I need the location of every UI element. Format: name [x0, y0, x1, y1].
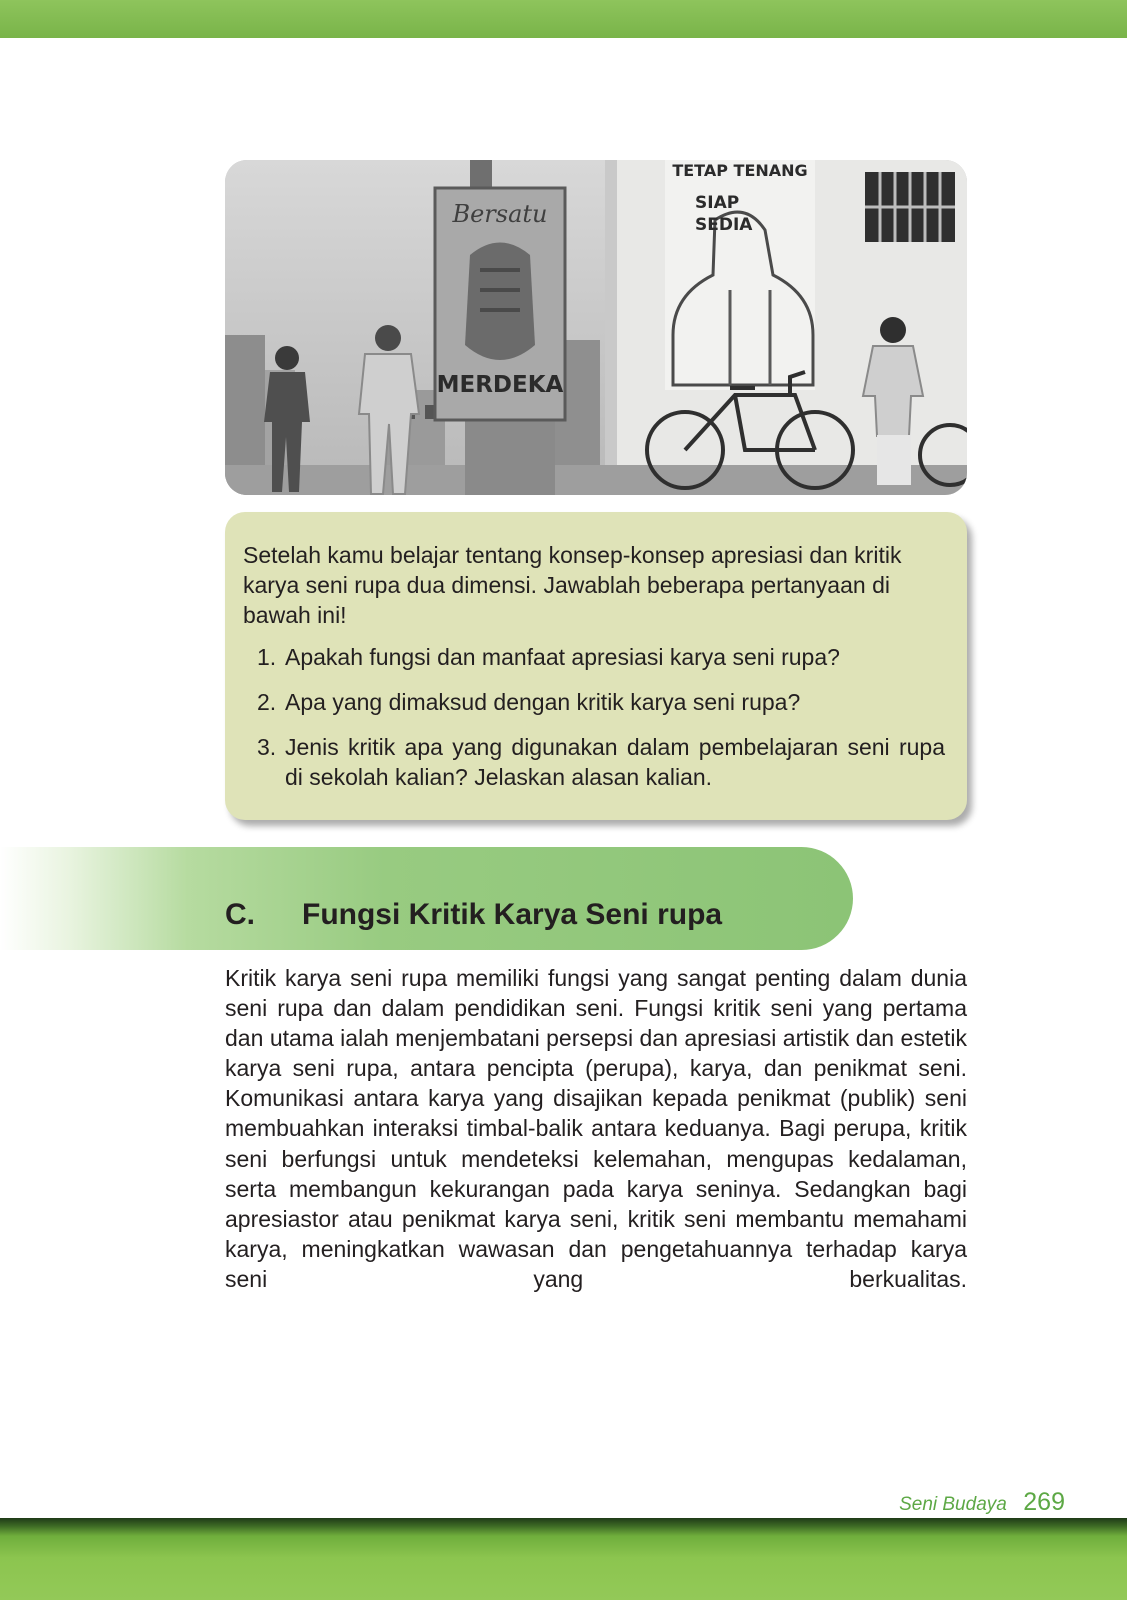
poster-right-line1: SIAP — [695, 193, 740, 213]
question-number: 2. — [257, 689, 277, 715]
historical-photo — [225, 160, 967, 495]
question-text: Apakah fungsi dan manfaat apresiasi karya seni rupa? — [285, 644, 840, 670]
question-number: 3. — [257, 734, 277, 760]
body-paragraph: Kritik karya seni rupa memiliki fungsi yang sangat penting dalam dunia seni rupa dan dalam pendidikan seni. Fungsi kritik seni yang pertama dan utama ialah menjembatani persepsi dan apresiasi artistik dan estetik karya seni rupa, antara pencipta (perupa), karya, dan penikmat seni. Komunikasi antara karya yang disajikan kepada penikmat (publik) seni membuahkan interaksi timbal-balik antara keduanya. Bagi perupa, kritik seni berfungsi untuk mendeteksi kelemahan, mengupas kedalaman, serta membangun kekurangan pada karya seninya. Sedangkan bagi apresiastor atau penikmat karya seni, kritik seni membantu memahami karya, meningkatkan wawasan dan pengetahuannya terhadap karya seni yang berkualitas. — [225, 965, 967, 1292]
bottom-green-bar — [0, 1518, 1127, 1600]
question-item — [243, 642, 945, 672]
section-letter: C. — [225, 898, 255, 931]
section-title: Fungsi Kritik Karya Seni rupa — [302, 898, 723, 931]
poster-left-bottom-text: MERDEKA — [436, 372, 564, 398]
question-text: Apa yang dimaksud dengan kritik karya seni rupa? — [285, 689, 801, 715]
question-item — [243, 732, 945, 792]
page-number: 269 — [1023, 1488, 1065, 1516]
question-list — [243, 642, 945, 792]
question-item — [243, 687, 945, 717]
question-number: 1. — [257, 644, 277, 670]
page-footer — [899, 1488, 1065, 1517]
question-text: Jenis kritik apa yang digunakan dalam pembelajaran seni rupa di sekolah kalian? Jelaskan alasan kalian. — [285, 734, 945, 790]
poster-right-top-text: TETAP TENANG — [672, 161, 808, 180]
poster-left-top-text: Bersatu — [452, 200, 548, 228]
poster-right — [665, 160, 815, 390]
question-box — [225, 512, 967, 820]
poster-right-line2: SEDIA — [695, 215, 753, 235]
footer-book-title: Seni Budaya — [899, 1494, 1007, 1515]
top-green-bar — [0, 0, 1127, 38]
question-intro: Setelah kamu belajar tentang konsep-konsep apresiasi dan kritik karya seni rupa dua dimensi. Jawablah beberapa pertanyaan di bawah ini! — [243, 542, 902, 628]
